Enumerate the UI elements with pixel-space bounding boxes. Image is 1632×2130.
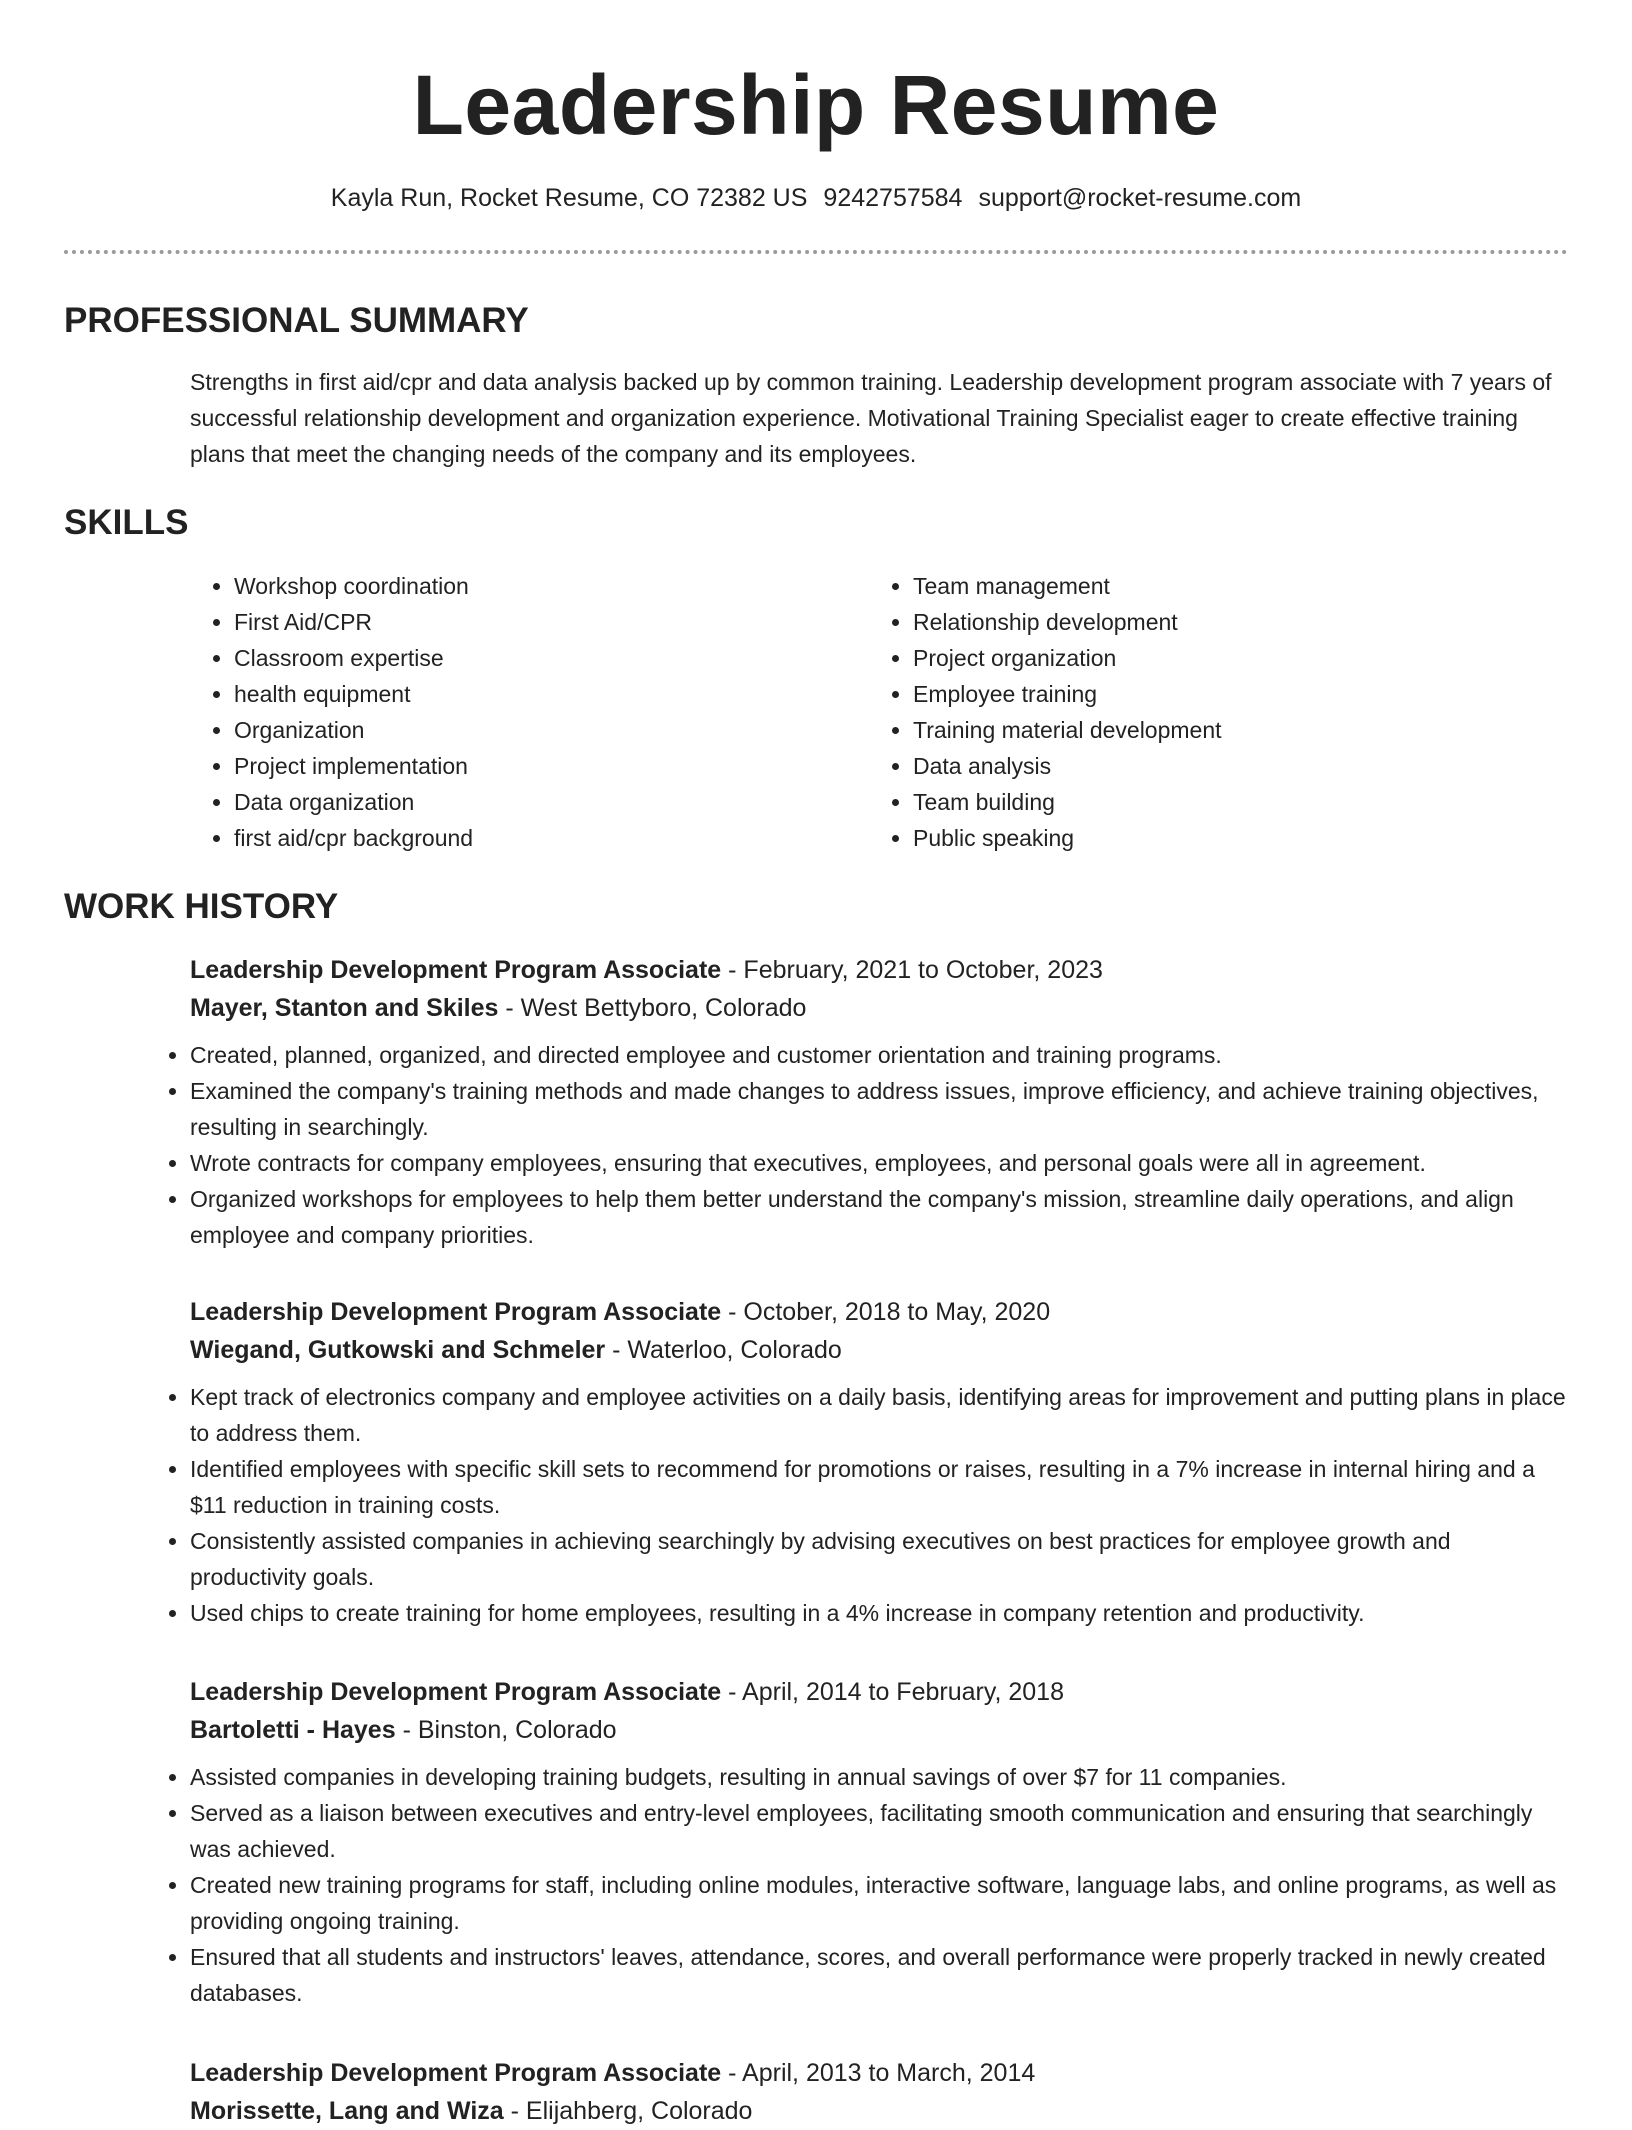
skill-item: • Workshop coordination	[234, 568, 473, 604]
job-entry	[190, 951, 1570, 1253]
job-bullet: • Kept track of electronics company and employee activities on a daily basis, identifying areas for improvement and putting plans in place to address them.	[190, 1379, 1570, 1451]
skill-item: • First Aid/CPR	[234, 604, 473, 640]
page-title: Leadership Resume	[412, 58, 1220, 152]
job-bullet: • Identified employees with specific skill sets to recommend for promotions or raises, resulting in a 7% increase in internal hiring and a $11 reduction in training costs.	[190, 1451, 1570, 1523]
job-bullet: • Created, planned, organized, and directed employee and customer orientation and training programs.	[190, 1037, 1570, 1073]
skill-item: • Employee training	[913, 676, 1222, 712]
skill-item: • health equipment	[234, 676, 473, 712]
job-company: Morissette, Lang and Wiza	[190, 2097, 504, 2125]
job-dates: - October, 2018 to May, 2020	[721, 1298, 1051, 1326]
job-entry	[190, 1673, 1570, 2011]
skill-item: • first aid/cpr background	[234, 820, 473, 856]
skill-item: • Team building	[913, 784, 1222, 820]
section-heading-summary: PROFESSIONAL SUMMARY	[64, 301, 529, 340]
summary-text: Strengths in first aid/cpr and data analysis backed up by common training. Leadership development program associate with 7 years of successful relationship development and organization experience. Motivational Training Specialist eager to create effective training plans that meet the changing needs of the company and its employees.	[190, 369, 1552, 467]
skill-item: • Organization	[234, 712, 473, 748]
job-title: Leadership Development Program Associate	[190, 1678, 722, 1706]
job-location: - West Bettyboro, Colorado	[498, 994, 807, 1022]
job-bullet: • Used chips to create training for home employees, resulting in a 4% increase in company retention and productivity.	[190, 1595, 1570, 1631]
contact-email: support@rocket-resume.com	[978, 184, 1302, 212]
header-divider	[64, 250, 1568, 254]
skill-item: • Data organization	[234, 784, 473, 820]
job-dates: - April, 2013 to March, 2014	[721, 2059, 1036, 2087]
skill-item: • Training material development	[913, 712, 1222, 748]
skill-item: • Project organization	[913, 640, 1222, 676]
job-company-line	[190, 2092, 1570, 2130]
job-dates: - April, 2014 to February, 2018	[721, 1678, 1064, 1706]
job-company-line	[190, 1711, 1570, 1749]
job-title-line	[190, 1673, 1570, 1711]
job-company: Mayer, Stanton and Skiles	[190, 994, 499, 1022]
job-bullet: • Examined the company's training methods and made changes to address issues, improve efficiency, and achieve training objectives, resulting in searchingly.	[190, 1073, 1570, 1145]
job-company: Bartoletti - Hayes	[190, 1716, 396, 1744]
job-company-line	[190, 989, 1570, 1027]
job-company-line	[190, 1331, 1570, 1369]
job-title: Leadership Development Program Associate	[190, 956, 722, 984]
job-company: Wiegand, Gutkowski and Schmeler	[190, 1336, 606, 1364]
job-bullets	[146, 1759, 1570, 2011]
skill-item: • Project implementation	[234, 748, 473, 784]
job-location: - Waterloo, Colorado	[605, 1336, 842, 1364]
contact-line	[0, 180, 1632, 216]
skills-list-left	[190, 568, 473, 856]
job-entry	[190, 2054, 1570, 2130]
skills-list-right	[869, 568, 1222, 856]
job-bullets	[146, 1379, 1570, 1631]
job-bullet: • Consistently assisted companies in achieving searchingly by advising executives on best practices for employee growth and productivity goals.	[190, 1523, 1570, 1595]
section-heading-skills: SKILLS	[64, 503, 189, 542]
skill-item: • Classroom expertise	[234, 640, 473, 676]
job-bullet: • Created new training programs for staff, including online modules, interactive software, language labs, and online programs, as well as providing ongoing training.	[190, 1867, 1570, 1939]
job-dates: - February, 2021 to October, 2023	[721, 956, 1103, 984]
job-bullet: • Ensured that all students and instructors' leaves, attendance, scores, and overall performance were properly tracked in newly created databases.	[190, 1939, 1570, 2011]
skill-item: • Relationship development	[913, 604, 1222, 640]
job-location: - Elijahberg, Colorado	[503, 2097, 753, 2125]
job-title-line	[190, 1293, 1570, 1331]
skill-item: • Data analysis	[913, 748, 1222, 784]
job-bullets	[146, 1037, 1570, 1253]
job-bullet: • Wrote contracts for company employees, ensuring that executives, employees, and personal goals were all in agreement.	[190, 1145, 1570, 1181]
job-title-line	[190, 2054, 1570, 2092]
job-title-line	[190, 951, 1570, 989]
job-bullet: • Organized workshops for employees to help them better understand the company's mission, streamline daily operations, and align employee and company priorities.	[190, 1181, 1570, 1253]
job-location: - Binston, Colorado	[395, 1716, 617, 1744]
skill-item: • Team management	[913, 568, 1222, 604]
contact-phone: 9242757584	[823, 184, 963, 212]
job-title: Leadership Development Program Associate	[190, 1298, 722, 1326]
skill-item: • Public speaking	[913, 820, 1222, 856]
job-bullet: • Served as a liaison between executives and entry-level employees, facilitating smooth communication and ensuring that searchingly was achieved.	[190, 1795, 1570, 1867]
job-title: Leadership Development Program Associate	[190, 2059, 722, 2087]
job-bullet: • Assisted companies in developing training budgets, resulting in annual savings of over $7 for 11 companies.	[190, 1759, 1570, 1795]
job-entry	[190, 1293, 1570, 1631]
section-heading-work-history: WORK HISTORY	[64, 887, 339, 926]
contact-address: Kayla Run, Rocket Resume, CO 72382 US	[330, 184, 808, 212]
